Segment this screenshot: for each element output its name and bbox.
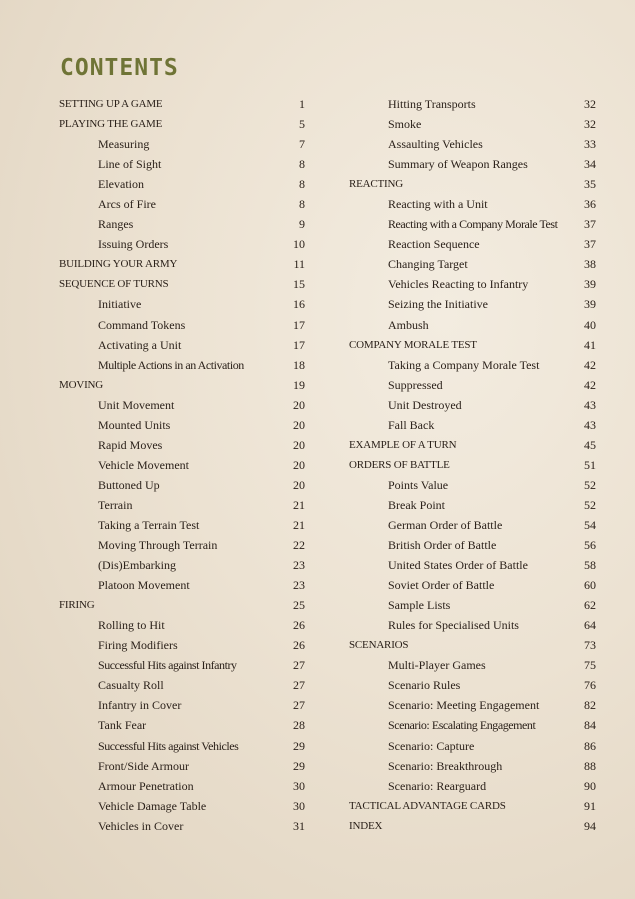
toc-entry-label: Unit Destroyed [388,397,462,412]
toc-subsection-entry[interactable] [59,776,305,796]
toc-subsection-entry[interactable] [349,615,596,635]
toc-entry-label: Suppressed [388,377,443,392]
toc-section-entry[interactable] [59,595,305,615]
toc-page-number: 28 [293,718,305,733]
toc-page-number: 32 [584,117,596,132]
toc-subsection-entry[interactable] [59,294,305,314]
toc-page-number: 38 [584,257,596,272]
toc-subsection-entry[interactable] [349,94,596,114]
toc-section-entry[interactable] [349,335,596,355]
toc-entry-label: PLAYING THE GAME [59,118,163,131]
toc-page-number: 64 [584,618,596,633]
toc-entry-label: SETTING UP A GAME [59,98,163,110]
toc-subsection-entry[interactable] [349,675,596,695]
toc-subsection-entry[interactable] [59,475,305,495]
toc-subsection-entry[interactable] [349,655,596,675]
toc-page-number: 56 [584,538,596,553]
toc-page-number: 23 [293,558,305,573]
toc-entry-label: Fall Back [388,417,435,432]
toc-entry-label: Scenario: Breakthrough [388,758,503,773]
toc-page-number: 27 [293,678,305,693]
toc-entry-label: German Order of Battle [388,517,503,532]
toc-entry-label: Summary of Weapon Ranges [388,157,528,172]
toc-page-number: 11 [293,257,305,272]
toc-page-number: 30 [293,798,305,813]
toc-page-number: 51 [584,457,596,472]
toc-subsection-entry[interactable] [59,335,305,355]
toc-subsection-entry[interactable] [349,254,596,274]
toc-entry-label: British Order of Battle [388,538,497,553]
toc-page-number: 41 [584,337,596,352]
toc-subsection-entry[interactable] [349,715,596,735]
toc-entry-label: BUILDING YOUR ARMY [59,258,178,271]
toc-subsection-entry[interactable] [349,134,596,154]
toc-entry-label: SEQUENCE OF TURNS [59,278,169,291]
toc-page-number: 62 [584,598,596,613]
toc-entry-label: Seizing the Initiative [388,297,488,312]
toc-subsection-entry[interactable] [59,234,305,254]
toc-page-number: 94 [584,818,596,833]
toc-page-number: 84 [584,718,596,733]
toc-section-entry[interactable] [349,174,596,194]
toc-entry-label: Issuing Orders [98,237,169,252]
toc-subsection-entry[interactable] [59,194,305,214]
toc-page-number: 26 [293,618,305,633]
toc-page-number: 19 [293,377,305,392]
toc-page-number: 29 [293,758,305,773]
toc-entry-label: Taking a Terrain Test [98,517,200,532]
toc-page-number: 22 [293,538,305,553]
toc-entry-label: Ambush [388,317,429,332]
toc-page-number: 18 [293,357,305,372]
toc-subsection-entry[interactable] [59,395,305,415]
toc-subsection-entry[interactable] [59,214,305,234]
toc-entry-label: Infantry in Cover [98,698,182,713]
toc-page-number: 33 [584,137,596,152]
toc-page-number: 8 [299,157,305,172]
toc-page-number: 17 [293,337,305,352]
toc-section-entry[interactable] [349,455,596,475]
toc-subsection-entry[interactable] [59,415,305,435]
page-title: CONTENTS [60,55,179,81]
toc-section-entry[interactable] [59,375,305,395]
toc-subsection-entry[interactable] [349,776,596,796]
toc-subsection-entry[interactable] [59,695,305,715]
toc-subsection-entry[interactable] [349,535,596,555]
toc-subsection-entry[interactable] [349,214,596,234]
toc-entry-label: ORDERS OF BATTLE [349,458,450,471]
toc-subsection-entry[interactable] [349,415,596,435]
toc-subsection-entry[interactable] [59,715,305,735]
toc-subsection-entry[interactable] [349,234,596,254]
toc-entry-label: Smoke [388,117,422,132]
toc-entry-label: Casualty Roll [98,678,164,693]
toc-entry-label: Vehicle Movement [98,457,189,472]
toc-entry-label: Armour Penetration [98,778,194,793]
toc-entry-label: Vehicles in Cover [98,818,184,833]
toc-entry-label: Successful Hits against Infantry [98,658,237,673]
toc-entry-label: INDEX [349,819,383,832]
toc-entry-label: EXAMPLE OF A TURN [349,438,457,451]
toc-page-number: 20 [293,477,305,492]
toc-page-number: 31 [293,818,305,833]
toc-entry-label: Front/Side Armour [98,758,190,773]
toc-subsection-entry[interactable] [349,756,596,776]
toc-entry-label: Scenario: Meeting Engagement [388,698,540,713]
toc-page-number: 43 [584,397,596,412]
toc-section-entry[interactable] [59,114,305,134]
toc-subsection-entry[interactable] [59,355,305,375]
toc-entry-label: Successful Hits against Vehicles [98,738,239,753]
toc-entry-label: TACTICAL ADVANTAGE CARDS [349,799,506,812]
toc-page-number: 20 [293,437,305,452]
toc-subsection-entry[interactable] [59,455,305,475]
toc-entry-label: Soviet Order of Battle [388,578,495,593]
toc-page-number: 15 [293,277,305,292]
toc-entry-label: Points Value [388,477,449,492]
toc-subsection-entry[interactable] [59,154,305,174]
toc-entry-label: Tank Fear [98,718,147,733]
toc-subsection-entry[interactable] [59,736,305,756]
toc-page-number: 1 [299,97,305,111]
toc-entry-label: Firing Modifiers [98,638,178,653]
toc-subsection-entry[interactable] [349,736,596,756]
toc-page-number: 39 [584,297,596,312]
toc-subsection-entry[interactable] [349,294,596,314]
toc-subsection-entry[interactable] [349,575,596,595]
toc-subsection-entry[interactable] [349,515,596,535]
toc-page-number: 75 [584,658,596,673]
toc-entry-label: Reacting with a Unit [388,197,488,212]
toc-entry-label: Initiative [98,297,142,312]
toc-subsection-entry[interactable] [349,375,596,395]
toc-entry-label: Hitting Transports [388,97,476,111]
toc-subsection-entry[interactable] [349,495,596,515]
toc-page-number: 37 [584,217,596,232]
toc-page-number: 82 [584,698,596,713]
toc-subsection-entry[interactable] [349,395,596,415]
toc-subsection-entry[interactable] [59,756,305,776]
toc-page-number: 86 [584,738,596,753]
toc-section-entry[interactable] [349,796,596,816]
toc-section-entry[interactable] [59,274,305,294]
toc-section-entry[interactable] [59,254,305,274]
toc-page-number: 20 [293,397,305,412]
toc-entry-label: United States Order of Battle [388,558,528,573]
toc-subsection-entry[interactable] [59,174,305,194]
toc-entry-label: Terrain [98,497,133,512]
toc-entry-label: Reacting with a Company Morale Test [388,217,558,232]
toc-page-number: 35 [584,177,596,192]
toc-page-number: 21 [293,517,305,532]
toc-subsection-entry[interactable] [59,575,305,595]
toc-subsection-entry[interactable] [349,315,596,335]
toc-entry-label: Arcs of Fire [98,197,156,212]
toc-entry-label: COMPANY MORALE TEST [349,338,477,351]
toc-entry-label: Sample Lists [388,598,451,613]
toc-subsection-entry[interactable] [59,315,305,335]
toc-entry-label: Reaction Sequence [388,237,480,252]
toc-page-number: 25 [293,598,305,613]
toc-entry-label: Line of Sight [98,157,162,172]
toc-page-number: 32 [584,97,596,111]
toc-subsection-entry[interactable] [59,816,305,836]
toc-page-number: 37 [584,237,596,252]
toc-entry-label: Platoon Movement [98,578,190,593]
toc-subsection-entry[interactable] [349,355,596,375]
toc-page-number: 34 [584,157,596,172]
toc-page-number: 21 [293,497,305,512]
toc-entry-label: Break Point [388,497,445,512]
toc-left-column [59,94,305,836]
toc-page-number: 23 [293,578,305,593]
toc-entry-label: (Dis)Embarking [98,558,176,573]
toc-page-number: 91 [584,798,596,813]
toc-page-number: 5 [299,117,305,132]
toc-page-number: 40 [584,317,596,332]
toc-subsection-entry[interactable] [349,555,596,575]
toc-entry-label: Moving Through Terrain [98,538,218,553]
toc-subsection-entry[interactable] [349,154,596,174]
toc-page-number: 30 [293,778,305,793]
toc-page-number: 54 [584,517,596,532]
toc-entry-label: Measuring [98,137,150,152]
toc-page-number: 90 [584,778,596,793]
toc-entry-label: Multi-Player Games [388,658,486,673]
toc-entry-label: Buttoned Up [98,477,160,492]
toc-page-number: 88 [584,758,596,773]
toc-entry-label: SCENARIOS [349,639,409,652]
toc-page-number: 29 [293,738,305,753]
toc-entry-label: Scenario: Rearguard [388,778,487,793]
toc-subsection-entry[interactable] [349,194,596,214]
toc-page-number: 27 [293,698,305,713]
toc-page-number: 20 [293,417,305,432]
toc-subsection-entry[interactable] [349,595,596,615]
toc-page-number: 52 [584,497,596,512]
toc-section-entry[interactable] [349,435,596,455]
toc-page-number: 43 [584,417,596,432]
toc-right-column [349,94,596,836]
toc-page-number: 7 [299,137,305,152]
toc-subsection-entry[interactable] [59,796,305,816]
toc-page-number: 16 [293,297,305,312]
toc-entry-label: REACTING [349,178,404,191]
toc-page-number: 60 [584,578,596,593]
toc-page-number: 8 [299,177,305,192]
toc-section-entry[interactable] [349,635,596,655]
toc-entry-label: MOVING [59,378,104,391]
toc-subsection-entry[interactable] [349,475,596,495]
toc-page-number: 73 [584,638,596,653]
toc-entry-label: Vehicle Damage Table [98,798,207,813]
toc-page-number: 27 [293,658,305,673]
toc-entry-label: Assaulting Vehicles [388,137,483,152]
toc-page-number: 39 [584,277,596,292]
toc-section-entry[interactable] [349,816,596,836]
toc-subsection-entry[interactable] [59,655,305,675]
toc-subsection-entry[interactable] [59,635,305,655]
toc-page-number: 9 [299,217,305,232]
toc-entry-label: Rolling to Hit [98,618,165,633]
toc-page-number: 36 [584,197,596,212]
toc-entry-label: Rapid Moves [98,437,163,452]
toc-entry-label: Activating a Unit [98,337,182,352]
toc-page-number: 52 [584,477,596,492]
toc-entry-label: Taking a Company Morale Test [388,357,540,372]
toc-entry-label: Command Tokens [98,317,186,332]
toc-page-number: 26 [293,638,305,653]
toc-page-number: 10 [293,237,305,252]
toc-entry-label: Rules for Specialised Units [388,618,519,633]
toc-subsection-entry[interactable] [59,515,305,535]
toc-page-number: 8 [299,197,305,212]
toc-subsection-entry[interactable] [59,435,305,455]
toc-page-number: 17 [293,317,305,332]
toc-entry-label: Multiple Actions in an Activation [98,357,244,372]
toc-subsection-entry[interactable] [59,134,305,154]
toc-entry-label: Scenario Rules [388,678,461,693]
toc-page-number: 58 [584,558,596,573]
toc-subsection-entry[interactable] [59,615,305,635]
toc-entry-label: Scenario: Escalating Engagement [388,718,536,733]
toc-entry-label: Changing Target [388,257,468,272]
toc-subsection-entry[interactable] [59,535,305,555]
toc-page-number: 20 [293,457,305,472]
toc-subsection-entry[interactable] [59,495,305,515]
toc-page-number: 45 [584,437,596,452]
toc-subsection-entry[interactable] [59,675,305,695]
toc-subsection-entry[interactable] [349,695,596,715]
toc-section-entry[interactable] [59,94,305,114]
toc-entry-label: Scenario: Capture [388,738,475,753]
toc-subsection-entry[interactable] [349,114,596,134]
toc-entry-label: Vehicles Reacting to Infantry [388,277,529,292]
toc-entry-label: Elevation [98,177,144,192]
toc-entry-label: Mounted Units [98,417,171,432]
toc-page-number: 76 [584,678,596,693]
toc-page-number: 42 [584,377,596,392]
toc-entry-label: FIRING [59,599,95,612]
toc-entry-label: Ranges [98,217,134,232]
toc-subsection-entry[interactable] [59,555,305,575]
toc-page-number: 42 [584,357,596,372]
toc-subsection-entry[interactable] [349,274,596,294]
toc-entry-label: Unit Movement [98,397,175,412]
